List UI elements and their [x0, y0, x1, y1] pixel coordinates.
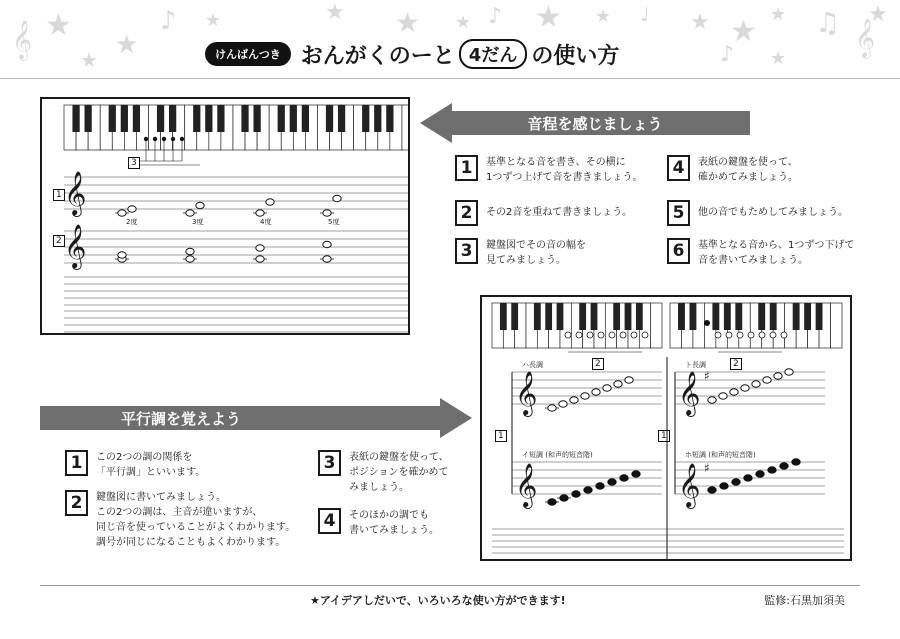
note-head — [732, 479, 740, 485]
note-head — [768, 467, 776, 473]
black-key — [758, 303, 765, 330]
black-key — [85, 105, 92, 132]
section1-arrow — [420, 103, 750, 143]
key-marker — [770, 332, 776, 338]
black-key — [302, 105, 309, 132]
key-marker — [609, 332, 615, 338]
section1-step — [667, 155, 867, 185]
black-key — [804, 303, 811, 330]
note-head — [581, 393, 589, 399]
section2-step — [65, 490, 310, 550]
black-key — [241, 105, 248, 132]
key-marker — [704, 320, 710, 326]
note-head — [608, 479, 616, 485]
black-key — [205, 105, 212, 132]
section1-step — [455, 155, 665, 185]
note-head — [625, 377, 633, 383]
black-key — [121, 105, 128, 132]
note-head — [584, 487, 592, 493]
step-text: そのほかの調でも 書いてみましょう。 — [349, 510, 439, 536]
treble-clef-icon: 𝄞 — [515, 371, 538, 415]
note-head — [572, 491, 580, 497]
black-key — [770, 303, 777, 330]
step-number: 3 — [318, 450, 341, 476]
step-number: 5 — [667, 200, 690, 226]
note-head — [256, 245, 264, 251]
treble-clef-icon: 𝄞 — [64, 224, 87, 268]
treble-clef-icon: 𝄞 — [515, 463, 538, 507]
section2-step — [318, 450, 468, 495]
key-marker — [587, 332, 593, 338]
note-head — [744, 475, 752, 481]
step-text: 表紙の鍵盤を使って、 ポジションを確かめて みましょう。 — [349, 452, 449, 493]
note-head — [570, 397, 578, 403]
black-key — [816, 303, 823, 330]
black-key — [500, 303, 507, 330]
section2-step — [318, 508, 468, 538]
staff-label: 1 — [658, 430, 670, 442]
interval-label: 4度 — [260, 218, 272, 226]
footer-credit: 監修:石黒加須美 — [764, 594, 845, 607]
black-key — [157, 105, 164, 132]
note-head — [596, 483, 604, 489]
title-post: の使い方 — [531, 43, 620, 69]
step-text: 基準となる音から、1つずつ下げて 音を書いてみましょう。 — [698, 240, 855, 266]
treble-clef-icon: 𝄞 — [855, 18, 876, 58]
note-head — [333, 195, 341, 201]
key-marker — [620, 332, 626, 338]
star-icon: ★ — [205, 10, 222, 31]
step-number: 1 — [65, 450, 88, 476]
note-head — [708, 487, 716, 493]
section1-step — [667, 238, 867, 268]
note-head — [592, 389, 600, 395]
header-rule — [0, 78, 900, 79]
black-key — [326, 105, 333, 132]
note-head — [323, 241, 331, 247]
note-head — [196, 202, 204, 208]
black-key — [678, 303, 685, 330]
white-key — [402, 105, 408, 150]
step-text: 表紙の鍵盤を使って、 確かめてみましょう。 — [698, 157, 798, 183]
note-head — [186, 210, 194, 216]
note-head — [763, 377, 771, 383]
treble-clef-icon: 𝄞 — [12, 20, 33, 60]
black-key — [169, 105, 176, 132]
key-marker — [726, 332, 732, 338]
note-head — [548, 405, 556, 411]
parallel-key-notebook-panel — [480, 295, 852, 561]
note-head — [118, 210, 126, 216]
treble-clef-icon: 𝄞 — [64, 171, 87, 215]
section1-step — [455, 238, 665, 268]
key-marker — [781, 332, 787, 338]
note-head — [323, 256, 331, 262]
step-text: 他の音でもためしてみましょう。 — [698, 207, 848, 218]
note-head — [118, 252, 126, 258]
star-icon: ★ — [595, 6, 612, 27]
interval-notebook-drawing — [42, 99, 408, 333]
section1-title: 音程を感じましょう — [527, 114, 663, 133]
treble-clef-icon: 𝄞 — [678, 463, 701, 507]
key-marker — [565, 332, 571, 338]
star-icon: ★ — [115, 30, 139, 60]
star-icon: ★ — [395, 6, 421, 39]
note-head — [256, 256, 264, 262]
arrow-shape — [40, 398, 472, 438]
note-head — [708, 397, 716, 403]
star-icon: ★ — [770, 48, 787, 69]
note-icon: ♩ — [640, 2, 650, 26]
black-key — [591, 303, 598, 330]
key-name: ホ短調 (和声的短音階) — [685, 451, 756, 459]
key-name: ト長調 — [685, 361, 706, 369]
note-head — [559, 401, 567, 407]
note-head — [785, 369, 793, 375]
white-key — [831, 303, 842, 348]
treble-clef-icon: 𝄞 — [678, 371, 701, 415]
key-marker — [748, 332, 754, 338]
step-text: 鍵盤図でその音の幅を 見てみましょう。 — [486, 240, 586, 266]
title-circled: 4だん — [459, 39, 528, 69]
note-head — [548, 499, 556, 505]
note-head — [560, 495, 568, 501]
black-key — [290, 105, 297, 132]
star-icon: ★ — [325, 0, 345, 25]
note-head — [792, 459, 800, 465]
step-number: 4 — [667, 155, 690, 181]
white-key — [651, 303, 662, 348]
black-key — [557, 303, 564, 330]
star-icon: ★ — [730, 14, 757, 49]
title-pre: おんがくのーと — [300, 43, 455, 69]
interval-label: 5度 — [328, 218, 340, 226]
key-name: イ短調 (和声的短音階) — [522, 451, 593, 459]
black-key — [793, 303, 800, 330]
key-marker — [715, 332, 721, 338]
interval-label: 2度 — [126, 218, 138, 226]
star-icon: ★ — [690, 10, 710, 35]
black-key — [386, 105, 393, 132]
black-key — [579, 303, 586, 330]
black-key — [545, 303, 552, 330]
star-icon: ★ — [45, 8, 72, 43]
step-number: 2 — [455, 200, 478, 226]
black-key — [193, 105, 200, 132]
note-head — [752, 381, 760, 387]
note-icon: ♫ — [815, 6, 841, 39]
black-key — [374, 105, 381, 132]
black-key — [712, 303, 719, 330]
black-key — [724, 303, 731, 330]
key-marker — [631, 332, 637, 338]
note-head — [620, 475, 628, 481]
key-marker — [598, 332, 604, 338]
note-head — [719, 393, 727, 399]
staff-label: 1 — [495, 430, 507, 442]
step-number: 3 — [455, 238, 478, 264]
page-title — [205, 36, 619, 72]
key-range-label: 3 — [128, 157, 140, 169]
note-head — [756, 471, 764, 477]
key-marker — [576, 332, 582, 338]
note-head — [186, 256, 194, 262]
black-key — [253, 105, 260, 132]
note-head — [603, 385, 611, 391]
black-key — [735, 303, 742, 330]
page-header — [0, 0, 900, 78]
star-icon: ★ — [80, 48, 98, 72]
staff-label: 2 — [53, 235, 65, 247]
staff-label: 1 — [53, 189, 65, 201]
sharp-icon: ♯ — [704, 369, 710, 383]
note-icon: ♪ — [720, 42, 735, 67]
key-marker — [759, 332, 765, 338]
black-key — [689, 303, 696, 330]
footer-note: ★アイデアしだいで、いろいろな使い方ができます! — [310, 594, 566, 607]
note-head — [774, 373, 782, 379]
black-key — [109, 105, 116, 132]
note-icon: ♪ — [160, 6, 177, 36]
black-key — [362, 105, 369, 132]
step-number: 1 — [455, 155, 478, 181]
star-icon: ★ — [455, 12, 472, 33]
section1-step — [455, 200, 665, 226]
black-key — [534, 303, 541, 330]
note-head — [256, 210, 264, 216]
note-head — [186, 248, 194, 254]
step-text: 鍵盤図に書いてみましょう。 この2つの調は、主音が違いますが、 同じ音を使っていることがよくわかります。 調号が同じになることもよくわかります。 — [96, 492, 296, 548]
step-number: 6 — [667, 238, 690, 264]
key-range-label: 2 — [592, 358, 604, 370]
step-number: 2 — [65, 490, 88, 516]
interval-notebook-panel — [40, 97, 410, 335]
step-text: 基準となる音を書き、その横に 1つずつ上げて音を書きましょう。 — [486, 157, 643, 183]
key-marker — [642, 332, 648, 338]
step-text: この2つの調の関係を 「平行調」といいます。 — [96, 452, 206, 478]
note-head — [614, 381, 622, 387]
black-key — [636, 303, 643, 330]
black-key — [72, 105, 79, 132]
section1-step — [667, 200, 867, 226]
star-icon: ★ — [770, 4, 787, 25]
footer-rule — [40, 585, 860, 586]
note-head — [720, 483, 728, 489]
note-head — [741, 385, 749, 391]
note-head — [730, 389, 738, 395]
note-head — [266, 199, 274, 205]
black-key — [278, 105, 285, 132]
note-head — [632, 471, 640, 477]
black-key — [511, 303, 518, 330]
parallel-key-drawing — [482, 297, 850, 559]
step-number: 4 — [318, 508, 341, 534]
key-range-label: 2 — [730, 358, 742, 370]
arrow-shape — [420, 103, 750, 143]
title-badge: けんばんつき — [205, 42, 291, 66]
interval-label: 3度 — [192, 218, 204, 226]
black-key — [338, 105, 345, 132]
key-marker — [737, 332, 743, 338]
black-key — [217, 105, 224, 132]
black-key — [133, 105, 140, 132]
note-icon: ♪ — [488, 4, 503, 29]
star-icon: ★ — [535, 0, 562, 35]
section2-arrow — [40, 398, 472, 438]
star-icon: ★ — [868, 2, 888, 27]
section2-title: 平行調を覚えよう — [120, 409, 241, 428]
note-head — [323, 210, 331, 216]
note-head — [780, 463, 788, 469]
sharp-icon: ♯ — [704, 461, 710, 475]
section2-step — [65, 450, 305, 480]
note-head — [128, 206, 136, 212]
black-key — [625, 303, 632, 330]
black-key — [613, 303, 620, 330]
key-name: ハ長調 — [522, 361, 543, 369]
step-text: その2音を重ねて書きましょう。 — [486, 207, 633, 218]
